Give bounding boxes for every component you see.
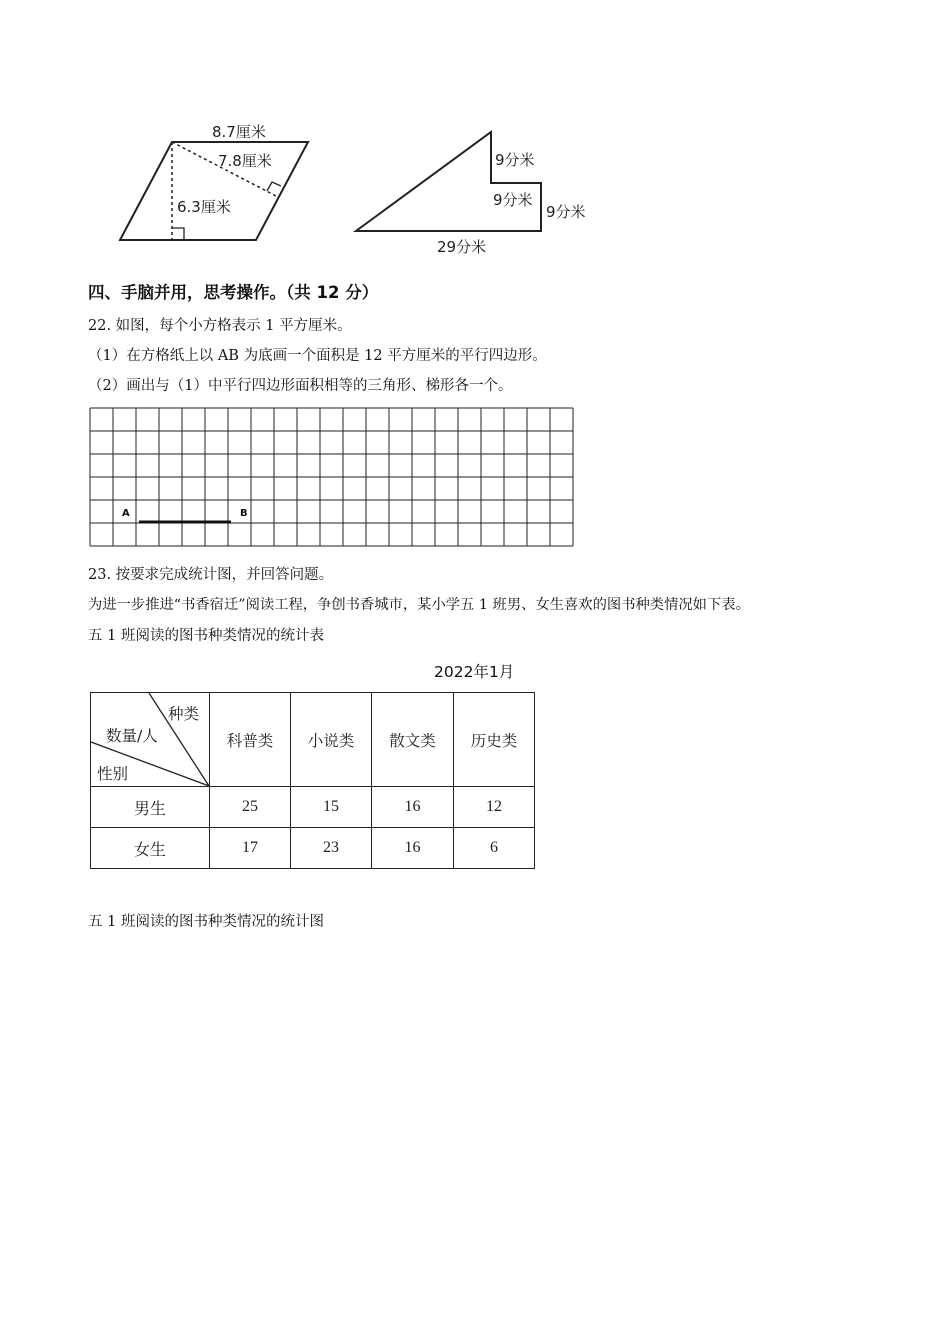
q23-title: 23. 按要求完成统计图，并回答问题。 <box>88 567 334 583</box>
composite-shape-figure <box>350 126 550 236</box>
table-row <box>91 787 535 828</box>
q22-part1: （1）在方格纸上以 AB 为底画一个面积是 12 平方厘米的平行四边形。 <box>88 348 547 364</box>
corner-label-gender: 性别 <box>97 765 129 783</box>
corner-label-quantity: 数量/人 <box>106 727 158 745</box>
q23-intro: 为进一步推进“书香宿迁”阅读工程，争创书香城市，某小学五 1 班男、女生喜欢的图书种类情况如下表。 <box>88 597 750 613</box>
table-cell: 12 <box>454 787 535 828</box>
section-heading: 四、手脑并用，思考操作。（共 12 分） <box>88 283 379 302</box>
column-header: 历史类 <box>454 693 535 787</box>
parallelogram-shape <box>120 142 308 240</box>
table-caption: 五 1 班阅读的图书种类情况的统计表 <box>88 628 324 644</box>
shape-right-label: 9分米 <box>546 203 586 221</box>
table-cell: 17 <box>210 828 291 869</box>
q22-part2: （2）画出与（1）中平行四边形面积相等的三角形、梯形各一个。 <box>88 378 513 394</box>
chart-caption: 五 1 班阅读的图书种类情况的统计图 <box>88 914 324 930</box>
table-corner-cell <box>91 693 210 787</box>
shape-upper-right-label: 9分米 <box>495 151 535 169</box>
row-header: 女生 <box>91 828 210 869</box>
corner-label-category: 种类 <box>168 705 200 723</box>
point-a-label: A <box>122 508 130 519</box>
table-cell: 16 <box>372 828 454 869</box>
table-cell: 23 <box>291 828 372 869</box>
parallelogram-diagonal-label: 7.8厘米 <box>218 152 272 170</box>
table-row <box>91 828 535 869</box>
composite-shape <box>356 132 541 231</box>
q22-title: 22. 如图，每个小方格表示 1 平方厘米。 <box>88 318 352 334</box>
parallelogram-top-label: 8.7厘米 <box>212 123 266 141</box>
right-angle-mark <box>267 182 281 191</box>
grid-paper[interactable] <box>89 407 579 549</box>
point-b-label: B <box>240 508 248 519</box>
column-header: 科普类 <box>210 693 291 787</box>
grid-lines <box>90 408 573 546</box>
parallelogram-height-label: 6.3厘米 <box>177 198 231 216</box>
table-cell: 25 <box>210 787 291 828</box>
statistics-table <box>90 692 535 869</box>
table-date: 2022年1月 <box>434 663 515 681</box>
column-header: 小说类 <box>291 693 372 787</box>
right-angle-mark <box>172 228 184 240</box>
table-cell: 16 <box>372 787 454 828</box>
table-header-row <box>91 693 535 787</box>
table-cell: 6 <box>454 828 535 869</box>
shape-bottom-label: 29分米 <box>437 238 487 256</box>
shape-inner-label: 9分米 <box>493 191 533 209</box>
table-cell: 15 <box>291 787 372 828</box>
column-header: 散文类 <box>372 693 454 787</box>
row-header: 男生 <box>91 787 210 828</box>
